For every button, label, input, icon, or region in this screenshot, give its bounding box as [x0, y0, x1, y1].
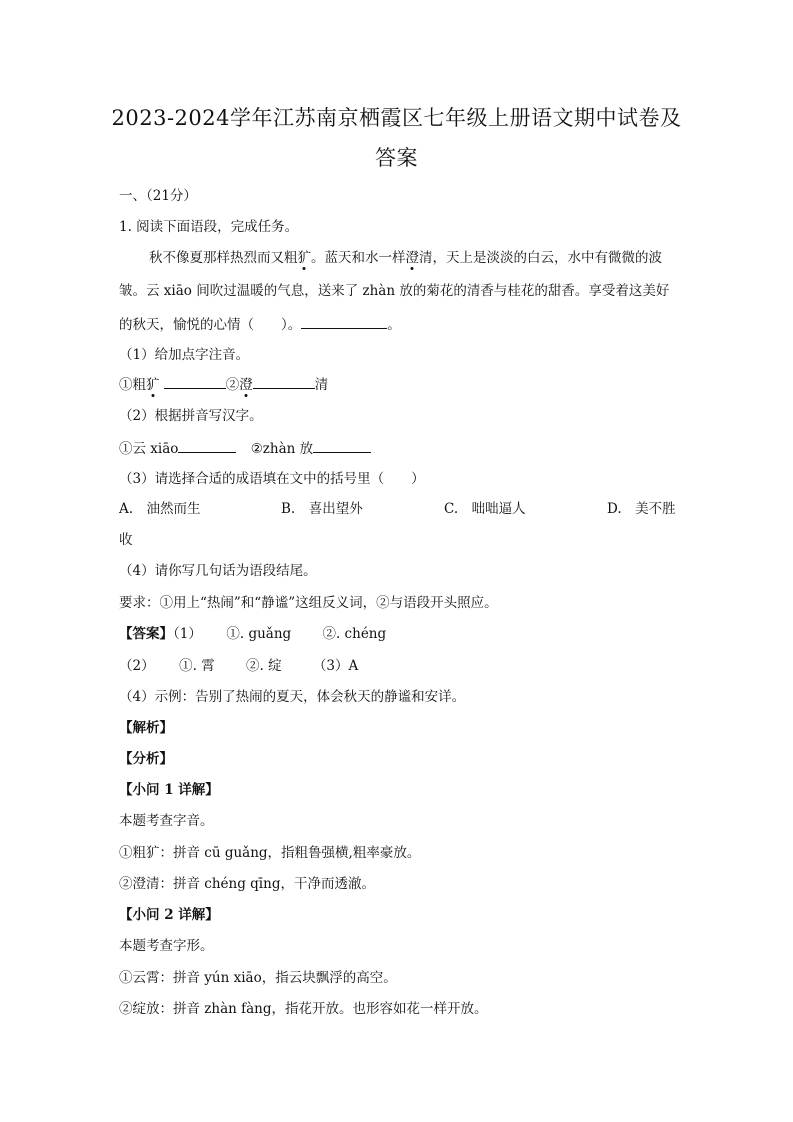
- passage-line-1: [149, 248, 662, 268]
- passage-text: 的秋天，愉悦的心情（ ）。: [119, 317, 302, 333]
- passage-text: 。: [387, 317, 401, 333]
- title-line-2: 答案: [375, 146, 418, 170]
- answer-line-3: （4）示例：告别了热闹的夏天，体会秋天的静谧和安详。: [119, 689, 466, 705]
- q2-detail-heading: 【小问 2 详解】: [119, 907, 219, 923]
- option-d-continued: 收: [119, 532, 133, 548]
- q2-detail-line: 本题考查字形。: [119, 938, 214, 954]
- q2-detail-line: ②绽放：拼音 zhàn fàng，指花开放。也形容如花一样开放。: [119, 1001, 488, 1017]
- dotted-char: 澄: [405, 250, 419, 266]
- sub-question-2-items: [119, 438, 371, 459]
- item-label: ①粗: [119, 377, 146, 393]
- sub-question-2: （2）根据拼音写汉字。: [119, 408, 263, 424]
- passage-text: 秋不像夏那样热烈而又粗: [149, 250, 298, 266]
- dotted-char: 犷: [146, 377, 160, 393]
- answer-blank[interactable]: [164, 374, 226, 389]
- title-line-1: 2023-2024学年江苏南京栖霞区七年级上册语文期中试卷及: [111, 106, 682, 130]
- q1-detail-line: ①粗犷：拼音 cū guǎng，指粗鲁强横,粗率豪放。: [119, 845, 421, 861]
- option-c[interactable]: C. 咄咄逼人: [444, 501, 526, 517]
- passage-text: 清，天上是淡淡的白云，水中有微微的波: [419, 250, 662, 266]
- fenxi-label: 【分析】: [119, 751, 173, 767]
- document-title: [100, 98, 693, 178]
- answer-line-2: （2） ①. 霄 ②. 绽 （3）A: [119, 658, 359, 674]
- sub-question-1: （1）给加点字注音。: [119, 347, 250, 363]
- passage-line-3: [119, 314, 401, 335]
- answer-blank[interactable]: [253, 374, 315, 389]
- question-1: 1. 阅读下面语段，完成任务。: [119, 219, 299, 235]
- answer-blank[interactable]: [178, 438, 236, 453]
- passage-line-2: 皱。云 xiāo 间吹过温暖的气息，送来了 zhàn 放的菊花的清香与桂花的甜香。享受着这美好: [119, 283, 670, 299]
- item-label: ②: [225, 377, 240, 393]
- option-b[interactable]: B. 喜出望外: [281, 501, 363, 517]
- q2-detail-line: ①云霄：拼音 yún xiāo，指云块飘浮的高空。: [119, 970, 397, 986]
- q1-detail-line: 本题考查字音。: [119, 813, 214, 829]
- requirement: 要求：①用上“热闹”和“静谧”这组反义词，②与语段开头照应。: [119, 595, 498, 611]
- item-label: ②zhàn 放: [250, 441, 314, 457]
- q1-detail-line: ②澄清：拼音 chéng qīng，干净而透澈。: [119, 876, 375, 892]
- sub-question-4: （4）请你写几句话为语段结尾。: [119, 563, 317, 579]
- q1-detail-heading: 【小问 1 详解】: [119, 782, 219, 798]
- dotted-char: 澄: [239, 377, 253, 393]
- answer-label: 【答案】: [119, 626, 173, 642]
- passage-text: 。蓝天和水一样: [311, 250, 406, 266]
- answer-blank[interactable]: [301, 314, 387, 329]
- answer-line-1: [119, 624, 386, 644]
- section-heading: 一、（21分）: [119, 188, 197, 204]
- sub-question-3: （3）请选择合适的成语填在文中的括号里（ ）: [119, 471, 425, 487]
- dotted-char: 犷: [297, 250, 311, 266]
- sub-question-1-items: [119, 374, 328, 395]
- answer-text: （1） ①. guǎng ②. chéng: [173, 626, 387, 642]
- answer-blank[interactable]: [313, 438, 371, 453]
- option-a[interactable]: A. 油然而生: [119, 501, 201, 517]
- item-label: 清: [314, 377, 329, 393]
- option-d[interactable]: D. 美不胜: [607, 501, 676, 517]
- item-label: ①云 xiāo: [119, 441, 179, 457]
- analysis-label: 【解析】: [119, 720, 173, 736]
